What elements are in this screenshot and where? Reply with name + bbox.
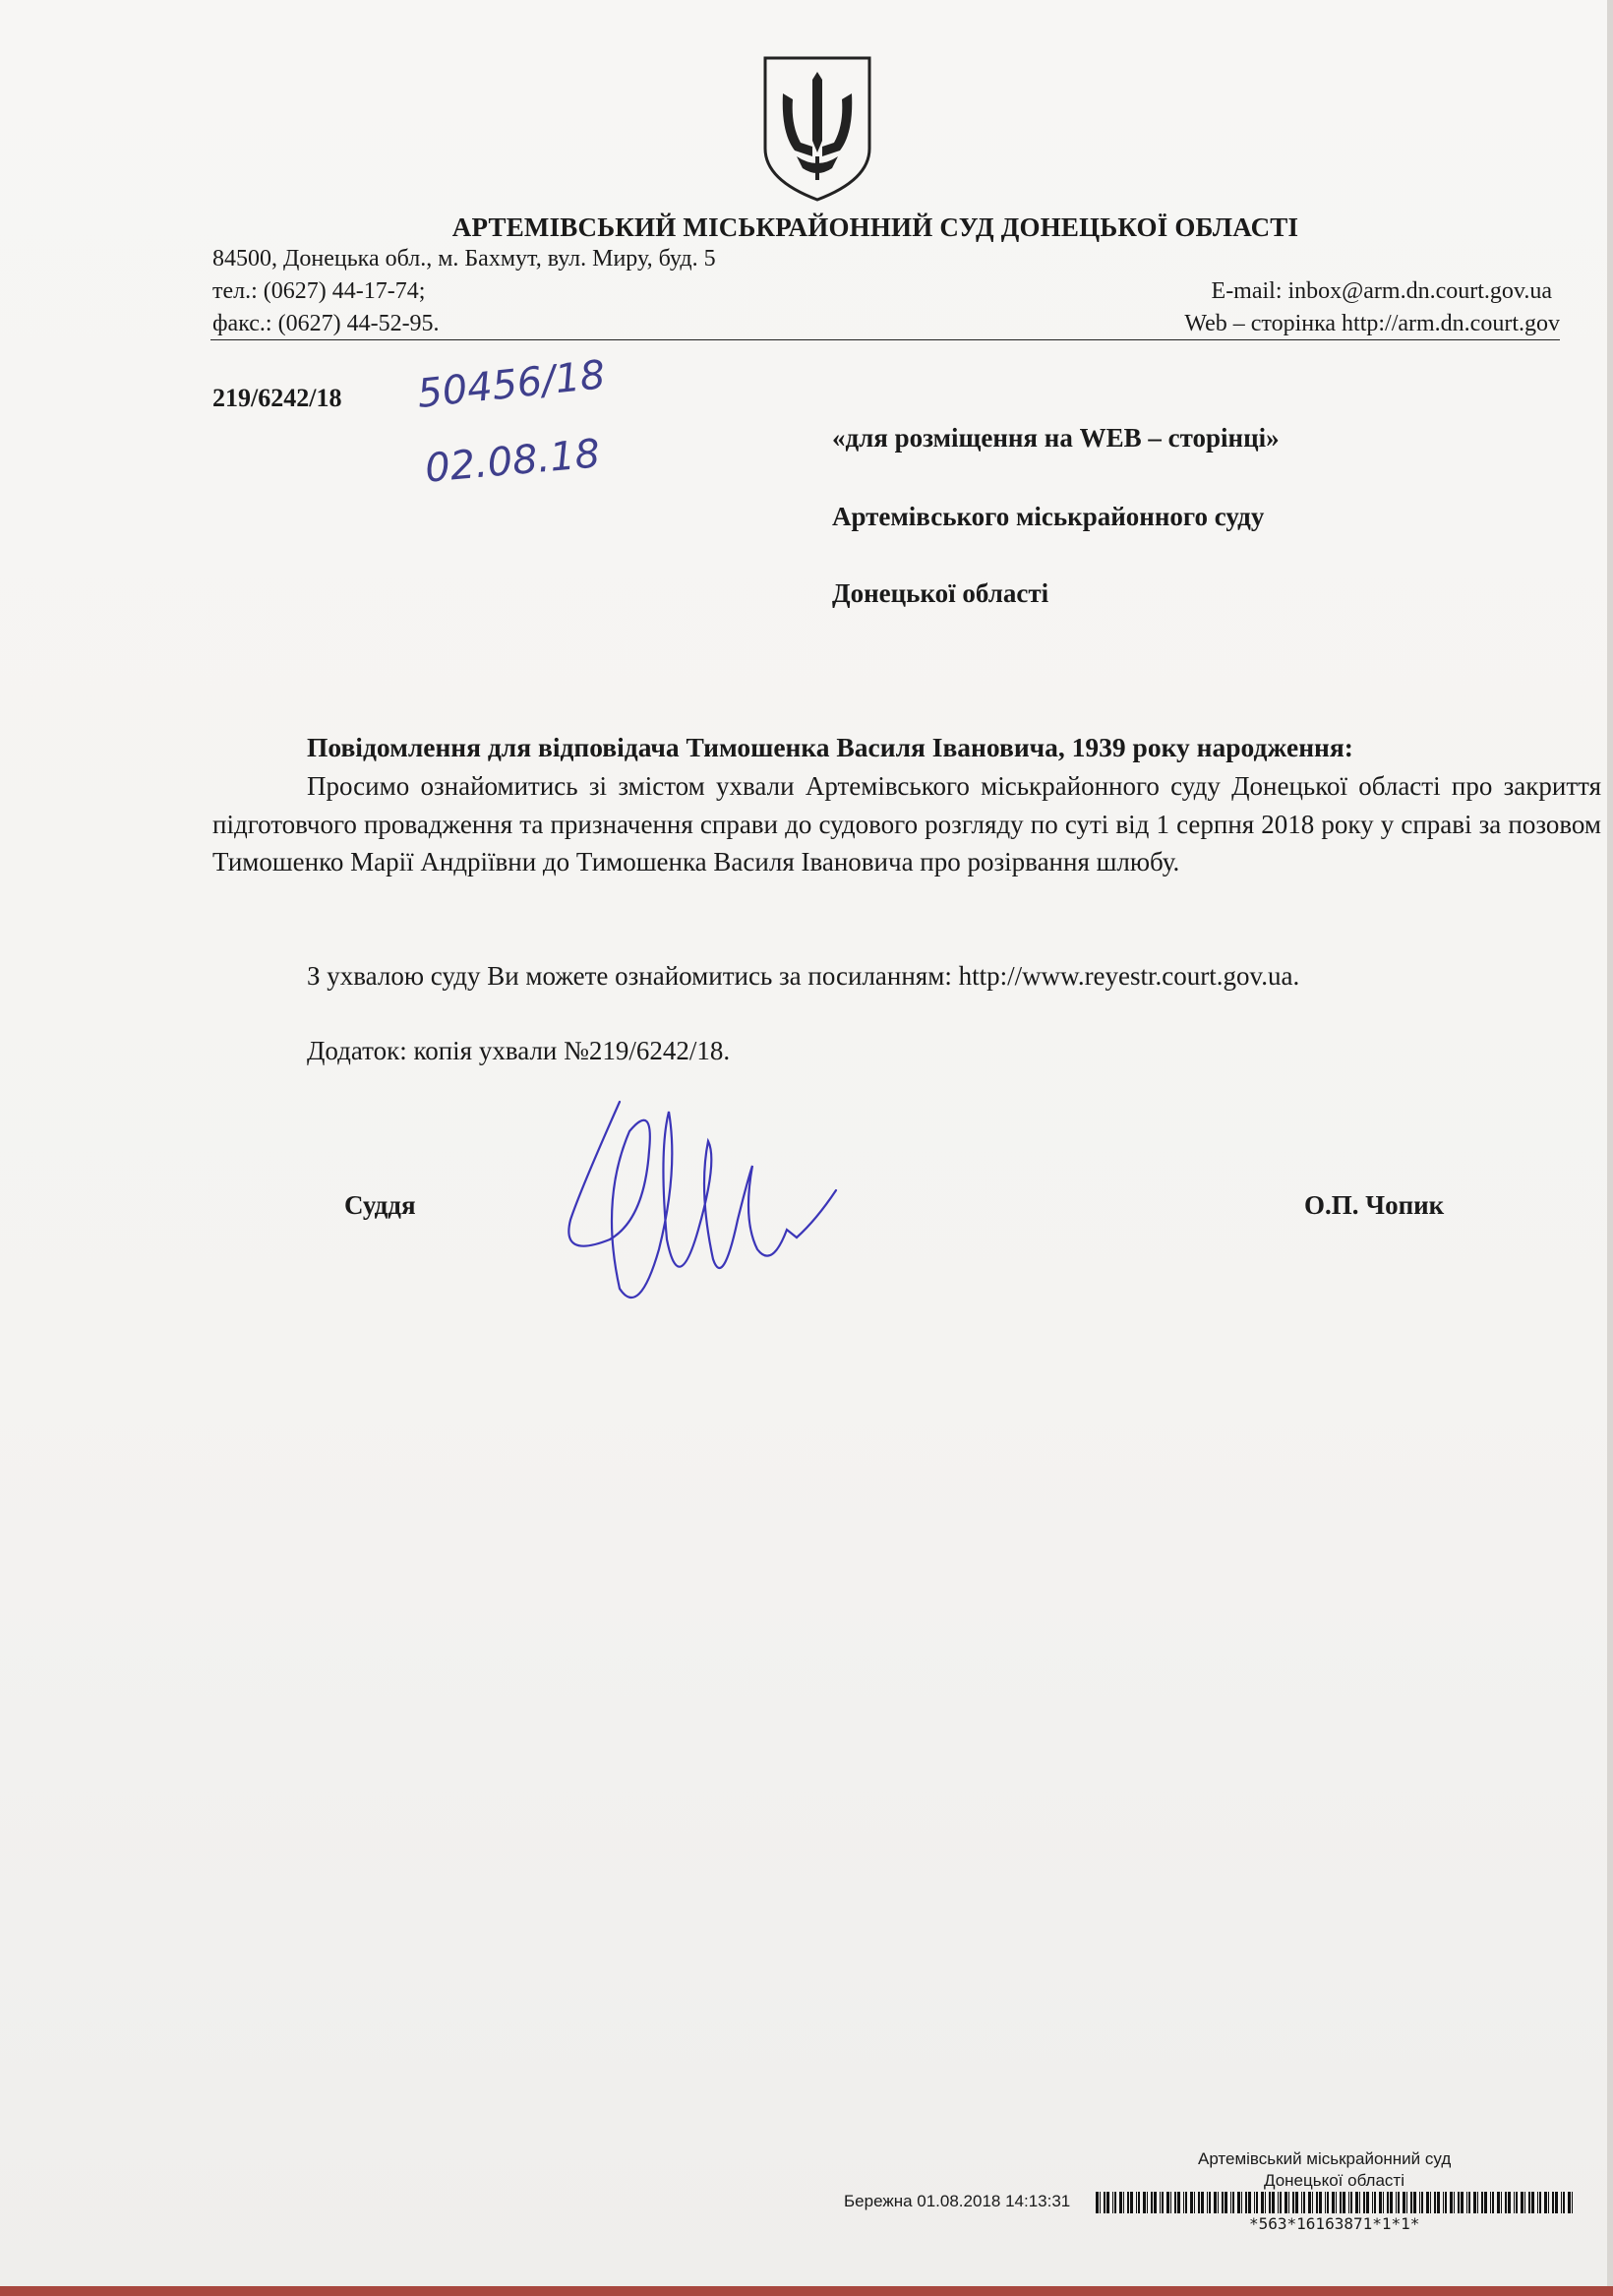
handwritten-outgoing-number: 50456/18 [415,352,608,417]
addressee-line-3: Донецької області [832,578,1049,608]
handwritten-date: 02.08.18 [423,431,602,492]
barcode-icon [1096,2192,1578,2213]
coat-of-arms-icon [761,54,873,204]
court-address: 84500, Донецька обл., м. Бахмут, вул. Миру, буд. 5 [212,246,716,272]
registration-stamp-court: Артемівський міськрайонний суд [1198,2149,1452,2168]
court-phone: тел.: (0627) 44-17-74; [212,278,426,304]
header-divider [210,339,1560,340]
judge-signature [551,1072,846,1318]
page-edge-shadow [1607,0,1613,2296]
notice-title: Повідомлення для відповідача Тимошенка Василя Івановича, 1939 року народження: [307,732,1353,762]
registry-link-sentence: З ухвалою суду Ви можете ознайомитись за посиланням: http://www.reyestr.court.gov.ua. [307,961,1300,991]
judge-label: Суддя [344,1190,416,1220]
notice-body [212,767,1601,881]
court-website: Web – сторінка http://arm.dn.court.gov [1184,311,1560,336]
addressee-line-1: «для розміщення на WEB – сторінці» [832,423,1280,453]
barcode-number: *563*16163871*1*1* [1249,2214,1420,2233]
court-fax: факс.: (0627) 44-52-95. [212,311,440,336]
annex-line: Додаток: копія ухвали №219/6242/18. [307,1036,731,1065]
case-number: 219/6242/18 [212,384,342,412]
court-email: E-mail: inbox@arm.dn.court.gov.ua [1211,278,1552,304]
registration-stamp-date: Бережна 01.08.2018 14:13:31 [844,2192,1071,2210]
registration-stamp-region: Донецької області [1264,2171,1404,2190]
notice-paragraph: Просимо ознайомитись зі змістом ухвали Артемівського міськрайонного суду Донецької області про закриття підготовчого провадження та призначення справи до судового розгляду по суті від 1 серпня 2018 року у справі за позовом Тимошенко Марії Андріївни до Тимошенка Василя Івановича про розірвання шлюбу. [212,771,1601,876]
page-bottom-edge [0,2286,1613,2296]
judge-name: О.П. Чопик [1304,1190,1445,1220]
court-name: АРТЕМІВСЬКИЙ МІСЬКРАЙОННИЙ СУД ДОНЕЦЬКОЇ ОБЛАСТІ [451,212,1299,242]
addressee-line-2: Артемівського міськрайонного суду [832,502,1265,531]
